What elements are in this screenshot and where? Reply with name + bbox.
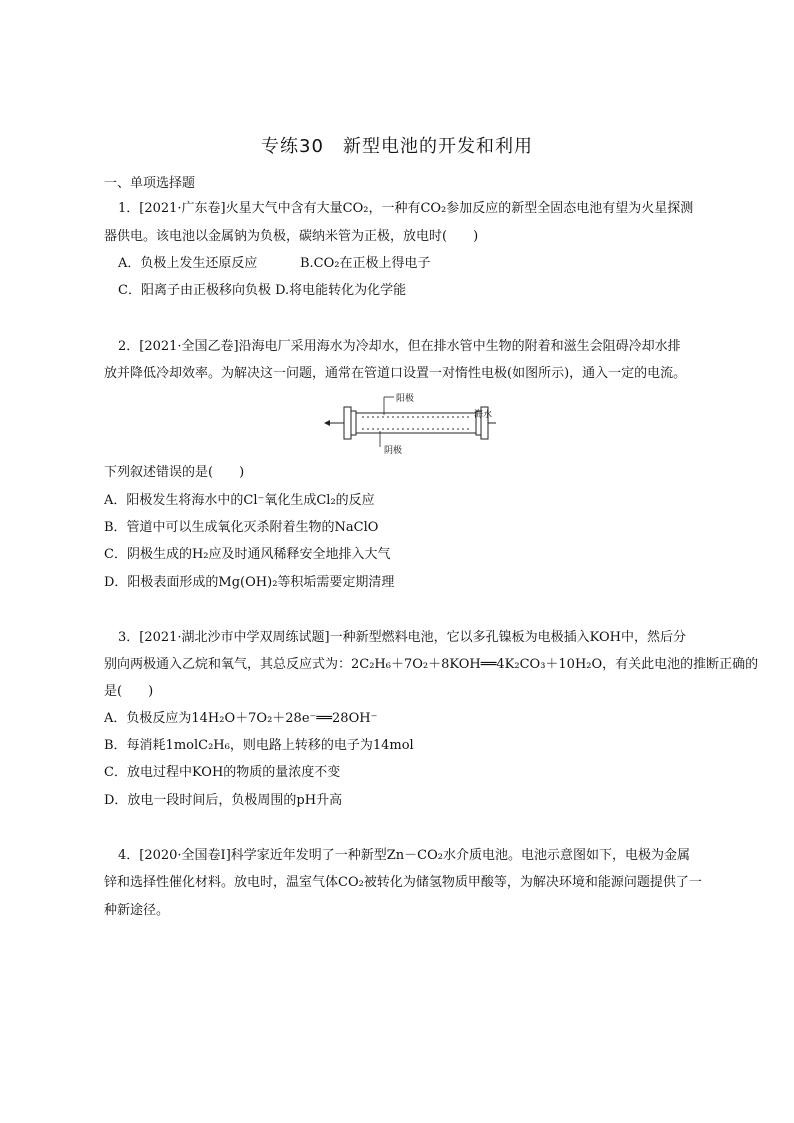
q1-stem-line1: 1．[2021·广东卷]火星大气中含有大量CO₂，一种有CO₂参加反应的新型全固态电池有望为火星探测 [118,201,694,216]
cathode-label: 阴极 [384,446,403,455]
q1-stem-line2: 器供电。该电池以金属钠为负极，碳纳米管为正极，放电时( ) [104,229,479,244]
q3-stem-line2: 别向两极通入乙烷和氧气，其总反应式为：2C₂H₆＋7O₂＋8KOH══4K₂CO₃＋10H₂O，有关此电池的推断正确的 [104,657,759,672]
q2-stem-line2: 放并降低冷却效率。为解决这一问题，通常在管道口设置一对惰性电极(如图所示)，通入一定的电流。 [104,366,687,381]
q2-option-a[interactable]: A．阳极发生将海水中的Cl⁻氧化生成Cl₂的反应 [104,493,375,508]
pipe-body [356,413,476,433]
q1-option-a[interactable]: A．负极上发生还原反应 [118,256,258,271]
q3-stem-line1: 3．[2021·湖北沙市中学双周练试题]一种新型燃料电池，它以多孔镍板为电极插入KOH中，然后分 [118,630,686,645]
q1-options-row2 [118,283,406,299]
q4-stem-line2: 锌和选择性催化材料。放电时，温室气体CO₂被转化为储氢物质甲酸等，为解决环境和能源问题提供了一 [104,875,702,890]
section-heading: 一、单项选择题 [104,176,196,191]
anode-label: 阳极 [396,394,415,404]
q2-option-b[interactable]: B．管道中可以生成氧化灭杀附着生物的NaClO [104,520,379,535]
q2-prompt: 下列叙述错误的是( ) [104,465,245,480]
q2-option-c[interactable]: C．阴极生成的H₂应及时通风稀释安全地排入大气 [104,547,391,562]
q1-option-c[interactable]: C．阳离子由正极移向负极 [118,283,271,298]
electrode-pipe-diagram [322,391,498,455]
q3-option-c[interactable]: C．放电过程中KOH的物质的量浓度不变 [104,765,341,780]
q3-stem-line3: 是( ) [104,684,154,699]
q4-stem-line1: 4．[2020·全国卷Ⅰ]科学家近年发明了一种新型Zn－CO₂水介质电池。电池示意图如下，电极为金属 [118,848,690,863]
page-title: 专练30 新型电池的开发和利用 [261,136,533,157]
q3-option-d[interactable]: D．放电一段时间后，负极周围的pH升高 [104,793,343,808]
pipe-left-flange [344,407,351,439]
q3-option-b[interactable]: B．每消耗1molC₂H₆，则电路上转移的电子为14mol [104,738,414,753]
q1-options-row1 [118,256,431,272]
q1-option-b[interactable]: B.CO₂在正极上得电子 [300,256,431,271]
q1-option-d[interactable]: D.将电能转化为化学能 [275,283,407,298]
q2-option-d[interactable]: D．阳极表面形成的Mg(OH)₂等积垢需要定期清理 [104,575,395,590]
q4-stem-line3: 种新途径。 [104,903,170,918]
q3-option-a[interactable]: A．负极反应为14H₂O＋7O₂＋28e⁻══28OH⁻ [104,711,378,726]
seawater-label: 海水 [474,410,493,420]
q2-stem-line1: 2．[2021·全国乙卷]沿海电厂采用海水为冷却水，但在排水管中生物的附着和滋生会阻碍冷却水排 [118,339,681,354]
